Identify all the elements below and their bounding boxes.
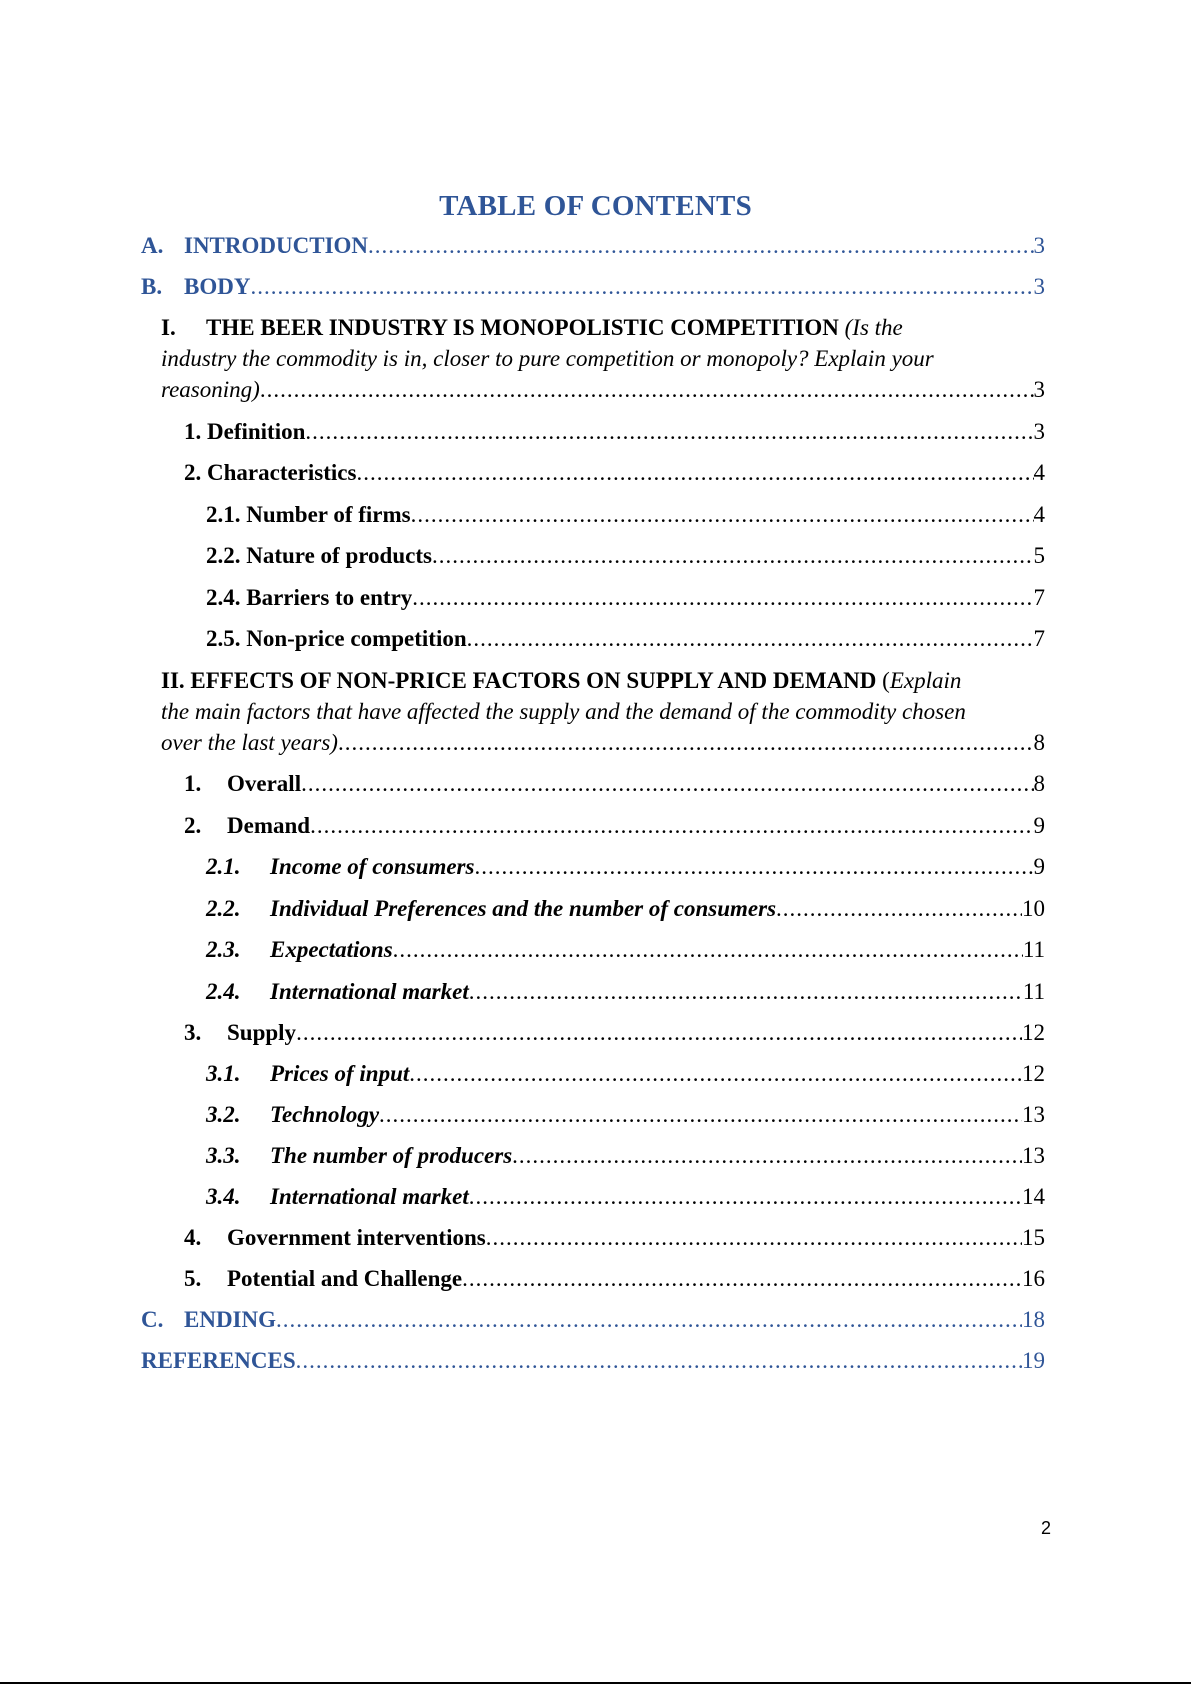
toc-entry-characteristics[interactable] (184, 458, 1045, 488)
toc-entry-label: Technology (270, 1102, 380, 1127)
toc-entry-label: International market (270, 979, 469, 1004)
leader-dots (409, 1059, 1022, 1089)
toc-page-number: 12 (1022, 1061, 1045, 1086)
toc-entry-number: 3.4. (206, 1184, 241, 1209)
toc-entry-label: REFERENCES (141, 1348, 296, 1373)
leader-dots (310, 811, 1033, 841)
toc-entry-number: 2.1. (206, 854, 241, 879)
toc-page-number: 9 (1033, 854, 1045, 879)
toc-entry-note: reasoning) (161, 377, 260, 402)
toc-entry-label: 2.4. Barriers to entry (206, 585, 413, 610)
toc-entry-ending[interactable] (141, 1305, 1045, 1335)
toc-page-number: 7 (1033, 585, 1045, 610)
leader-dots (368, 231, 1033, 261)
leader-dots (260, 375, 1034, 405)
toc-page-number: 13 (1022, 1102, 1045, 1127)
toc-entry-number: A. (141, 233, 164, 258)
toc-entry-potential-and-challenge[interactable] (184, 1264, 1045, 1294)
toc-entry-label: Expectations (270, 937, 393, 962)
leader-dots (776, 894, 1022, 924)
toc-entry-introduction[interactable] (141, 231, 1045, 261)
leader-dots (432, 541, 1034, 571)
leader-dots (411, 500, 1034, 530)
toc-entry-label: Government interventions (227, 1225, 486, 1250)
leader-dots (250, 272, 1033, 302)
toc-page-number: 10 (1022, 896, 1045, 921)
leader-dots (462, 1264, 1022, 1294)
toc-page-number: 15 (1022, 1225, 1045, 1250)
toc-entry-number: 2.2. (206, 896, 241, 921)
toc-entry-barriers-to-entry[interactable] (206, 583, 1045, 613)
toc-entry-label: BODY (184, 274, 251, 299)
page-bottom-divider (0, 1682, 1191, 1684)
toc-entry-number: C. (141, 1307, 164, 1332)
toc-page-number: 7 (1033, 626, 1045, 651)
toc-entry-label: Demand (227, 813, 311, 838)
toc-page-number: 18 (1022, 1307, 1045, 1332)
toc-entry-non-price-competition[interactable] (206, 624, 1045, 654)
toc-page-number: 12 (1022, 1020, 1045, 1045)
toc-entry-label: The number of producers (270, 1143, 513, 1168)
toc-page-number: 3 (1033, 233, 1045, 258)
toc-page-number: 11 (1022, 937, 1045, 962)
toc-entry-demand[interactable] (184, 811, 1045, 841)
leader-dots (296, 1018, 1022, 1048)
toc-entry-body[interactable] (141, 272, 1045, 302)
toc-entry-note: the main factors that have affected the supply and the demand of the commodity chosen (161, 699, 966, 724)
toc-entry-label: 2.5. Non-price competition (206, 626, 467, 651)
toc-entry-number-of-firms[interactable] (206, 500, 1045, 530)
toc-entry-number: B. (141, 274, 163, 299)
toc-entry-label: ENDING (184, 1307, 277, 1332)
toc-entry-nature-of-products[interactable] (206, 541, 1045, 571)
toc-entry-definition[interactable] (184, 417, 1045, 447)
toc-entry-number: 1. (184, 771, 202, 796)
page-number: 2 (1040, 1518, 1051, 1538)
toc-entry-number: 2.4. (206, 979, 241, 1004)
toc-entry-label: 2.1. Number of firms (206, 502, 411, 527)
leader-dots (393, 935, 1023, 965)
toc-page-number: 16 (1022, 1266, 1045, 1291)
toc-entry-international-market-supply[interactable] (206, 1182, 1045, 1212)
toc-entry-label: Prices of input (270, 1061, 410, 1086)
toc-entry-number: 5. (184, 1266, 202, 1291)
toc-entry-number: 3.2. (206, 1102, 241, 1127)
toc-entry-prices-of-input[interactable] (206, 1059, 1045, 1089)
toc-entry-label: 2. Characteristics (184, 460, 357, 485)
leader-dots (338, 728, 1034, 758)
toc-entry-supply[interactable] (184, 1018, 1045, 1048)
toc-entry-section-1-line3[interactable] (161, 375, 1045, 405)
leader-dots (467, 624, 1034, 654)
toc-page-number: 9 (1033, 813, 1045, 838)
leader-dots (276, 1305, 1022, 1335)
toc-entry-label: Potential and Challenge (227, 1266, 463, 1291)
toc-entry-number: I. (161, 315, 176, 340)
toc-page-number: 3 (1033, 274, 1045, 299)
toc-entry-label: INTRODUCTION (184, 233, 369, 258)
toc-entry-note: industry the commodity is in, closer to pure competition or monopoly? Explain your (161, 346, 934, 371)
toc-entry-international-market-demand[interactable] (206, 977, 1045, 1007)
leader-dots (301, 769, 1033, 799)
toc-entry-paren: ( (882, 668, 890, 693)
toc-entry-label: THE BEER INDUSTRY IS MONOPOLISTIC COMPETITION (206, 315, 839, 340)
toc-entry-note: Explain (889, 668, 962, 693)
toc-entry-note: (Is the (844, 315, 903, 340)
toc-page-number: 8 (1033, 771, 1045, 796)
toc-page-number: 8 (1033, 730, 1045, 755)
toc-entry-label: II. EFFECTS OF NON-PRICE FACTORS ON SUPPLY AND DEMAND (161, 668, 877, 693)
leader-dots (356, 458, 1033, 488)
toc-entry-label: Income of consumers (270, 854, 475, 879)
toc-page-number: 3 (1033, 419, 1045, 444)
toc-page-number: 14 (1022, 1184, 1045, 1209)
toc-entry-technology[interactable] (206, 1100, 1045, 1130)
toc-entry-number: 3.1. (206, 1061, 241, 1086)
leader-dots (486, 1223, 1022, 1253)
toc-entry-label: Overall (227, 771, 302, 796)
leader-dots (474, 852, 1033, 882)
leader-dots (305, 417, 1033, 447)
toc-entry-number: 3. (184, 1020, 202, 1045)
toc-entry-label: 2.2. Nature of products (206, 543, 432, 568)
toc-page-number: 19 (1022, 1348, 1045, 1373)
leader-dots (512, 1141, 1022, 1171)
toc-page-number: 3 (1033, 377, 1045, 402)
toc-entry-section-2-line3[interactable] (161, 728, 1045, 758)
leader-dots (469, 977, 1023, 1007)
toc-entry-number: 3.3. (206, 1143, 241, 1168)
toc-entry-section-2-line2 (161, 697, 966, 727)
toc-entry-label: Individual Preferences and the number of consumers (270, 896, 777, 921)
toc-page-number: 4 (1033, 502, 1045, 527)
toc-entry-number: 4. (184, 1225, 202, 1250)
leader-dots (296, 1346, 1022, 1376)
toc-entry-overall[interactable] (184, 769, 1045, 799)
toc-entry-note: over the last years) (161, 730, 338, 755)
toc-entry-government-interventions[interactable] (184, 1223, 1045, 1253)
toc-page-number: 4 (1033, 460, 1045, 485)
toc-entry-number: 2. (184, 813, 202, 838)
toc-entry-number-of-producers[interactable] (206, 1141, 1045, 1171)
toc-entry-section-1-line1[interactable] (161, 313, 903, 343)
toc-page-number: 5 (1033, 543, 1045, 568)
toc-entry-number: 2.3. (206, 937, 241, 962)
toc-entry-individual-preferences[interactable] (206, 894, 1045, 924)
toc-entry-label: International market (270, 1184, 469, 1209)
toc-entry-section-2-line1[interactable] (161, 666, 961, 696)
leader-dots (412, 583, 1033, 613)
toc-entry-label: 1. Definition (184, 419, 306, 444)
toc-entry-label: Supply (227, 1020, 297, 1045)
toc-entry-income-of-consumers[interactable] (206, 852, 1045, 882)
toc-entry-expectations[interactable] (206, 935, 1045, 965)
toc-title: TABLE OF CONTENTS (439, 190, 752, 222)
toc-page-number: 11 (1022, 979, 1045, 1004)
toc-page-number: 13 (1022, 1143, 1045, 1168)
toc-entry-section-1-line2 (161, 344, 934, 374)
leader-dots (469, 1182, 1022, 1212)
toc-entry-references[interactable] (141, 1346, 1045, 1376)
leader-dots (379, 1100, 1022, 1130)
